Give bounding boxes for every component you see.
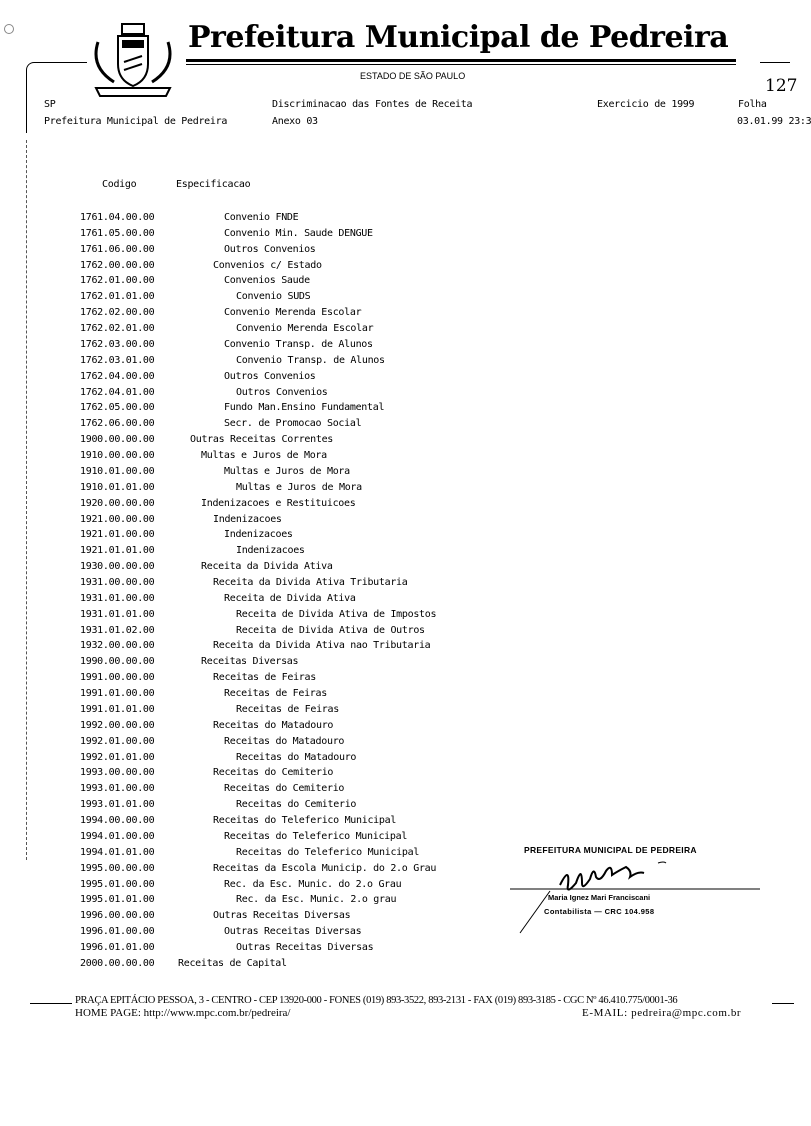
row-code: 1993.01.01.00: [80, 799, 155, 811]
row-specification: Receitas do Teleferico Municipal: [213, 815, 397, 827]
row-specification: Convenio FNDE: [224, 212, 299, 223]
row-specification: Receita de Divida Ativa de Impostos: [236, 608, 437, 620]
signature-stamp: [510, 835, 780, 935]
punch-hole-mark: [4, 24, 14, 34]
row-specification: Receitas do Teleferico Municipal: [224, 830, 408, 842]
footer-rule-left: [30, 1003, 72, 1004]
annex: Anexo 03: [272, 116, 318, 127]
column-header-spec: Especificacao: [176, 179, 251, 190]
row-code: 1762.05.00.00: [80, 402, 155, 414]
row-code: 1762.06.00.00: [80, 418, 155, 430]
row-specification: Outras Receitas Correntes: [190, 434, 334, 446]
report-title: Discriminacao das Fontes de Receita: [272, 99, 473, 110]
row-code: 1761.06.00.00: [80, 243, 155, 255]
row-code: 1921.01.00.00: [80, 529, 155, 541]
row-code: 1762.02.01.00: [80, 323, 155, 335]
row-specification: Indenizacoes e Restituicoes: [201, 497, 356, 509]
row-specification: Receitas do Cemiterio: [236, 799, 357, 811]
row-specification: Receitas do Teleferico Municipal: [236, 846, 420, 858]
footer-homepage: HOME PAGE: http://www.mpc.com.br/pedreira/: [75, 1007, 291, 1019]
row-code: 1931.01.01.00: [80, 608, 155, 620]
exercise-year: Exercicio de 1999: [597, 99, 695, 110]
row-specification: Convenios Saude: [224, 275, 310, 287]
row-specification: Rec. da Esc. Munic. 2.o grau: [236, 894, 397, 906]
row-specification: Receita de Divida Ativa de Outros: [236, 624, 425, 636]
row-specification: Rec. da Esc. Munic. do 2.o Grau: [224, 878, 402, 890]
row-code: 1995.00.00.00: [80, 862, 155, 874]
footer-email: E-MAIL: pedreira@mpc.com.br: [582, 1007, 742, 1019]
row-specification: Convenio Min. Saude DENGUE: [224, 227, 373, 239]
row-specification: Multas e Juros de Mora: [224, 465, 350, 477]
row-specification: Receitas do Matadouro: [224, 735, 345, 747]
row-code: 1762.03.01.00: [80, 354, 155, 366]
row-code: 1920.00.00.00: [80, 497, 155, 509]
row-code: 1930.00.00.00: [80, 561, 155, 573]
sheet-label: Folha: [738, 99, 767, 110]
row-code: 1761.05.00.00: [80, 227, 155, 239]
row-code: 1990.00.00.00: [80, 656, 155, 668]
row-specification: Multas e Juros de Mora: [236, 481, 362, 493]
letterhead-state: ESTADO DE SÃO PAULO: [360, 71, 466, 81]
row-specification: Convenio SUDS: [236, 291, 311, 303]
row-specification: Outros Convenios: [224, 370, 316, 382]
row-specification: Outros Convenios: [224, 243, 316, 255]
column-header-code: Codigo: [102, 179, 137, 190]
row-code: 1995.01.00.00: [80, 878, 155, 890]
title-rule-thin: [186, 64, 736, 65]
row-code: 1762.00.00.00: [80, 259, 155, 271]
row-code: 1761.04.00.00: [80, 212, 155, 223]
row-code: 1993.01.00.00: [80, 783, 155, 795]
row-code: 1931.00.00.00: [80, 577, 155, 588]
row-code: 1931.01.00.00: [80, 592, 155, 604]
row-code: 1996.00.00.00: [80, 910, 155, 922]
row-specification: Outras Receitas Diversas: [236, 942, 374, 954]
row-code: 1921.01.01.00: [80, 545, 155, 557]
row-code: 1991.00.00.00: [80, 672, 155, 684]
row-code: 1992.01.00.00: [80, 735, 155, 747]
letterhead-title: Prefeitura Municipal de Pedreira: [188, 20, 729, 55]
row-specification: Receita da Divida Ativa: [201, 561, 333, 573]
stamp-entity: PREFEITURA MUNICIPAL DE PEDREIRA: [524, 845, 697, 855]
row-code: 1995.01.01.00: [80, 894, 155, 906]
row-specification: Fundo Man.Ensino Fundamental: [224, 402, 385, 414]
row-code: 1921.00.00.00: [80, 513, 155, 525]
row-specification: Convenio Merenda Escolar: [224, 307, 362, 319]
row-code: 1910.01.01.00: [80, 481, 155, 493]
row-specification: Outras Receitas Diversas: [213, 910, 351, 922]
stamp-signer-name: Maria Ignez Mari Franciscani: [548, 893, 651, 902]
row-code: 1910.00.00.00: [80, 450, 155, 462]
row-specification: Multas e Juros de Mora: [201, 450, 327, 462]
municipal-crest-logo: [88, 22, 178, 100]
row-specification: Receitas de Feiras: [213, 672, 316, 684]
row-specification: Receitas do Matadouro: [236, 751, 357, 763]
row-specification: Receitas da Escola Municip. do 2.o Grau: [213, 862, 437, 874]
row-specification: Convenios c/ Estado: [213, 259, 322, 271]
row-specification: Convenio Transp. de Alunos: [236, 354, 385, 366]
row-specification: Receita da Divida Ativa nao Tributaria: [213, 640, 431, 652]
row-specification: Receita de Divida Ativa: [224, 592, 356, 604]
row-code: 1762.01.01.00: [80, 291, 155, 303]
row-code: 1910.01.00.00: [80, 465, 155, 477]
stamp-signer-role: Contabilista — CRC 104.958: [544, 907, 655, 916]
row-code: 1994.01.00.00: [80, 830, 155, 842]
row-specification: Receitas do Cemiterio: [213, 767, 334, 779]
row-specification: Receitas do Cemiterio: [224, 783, 345, 795]
row-code: 1994.01.01.00: [80, 846, 155, 858]
row-code: 1994.00.00.00: [80, 815, 155, 827]
row-code: 1992.01.01.00: [80, 751, 155, 763]
footer-rule-right: [772, 1003, 794, 1004]
row-specification: Secr. de Promocao Social: [224, 418, 362, 430]
row-specification: Receita da Divida Ativa Tributaria: [213, 577, 408, 588]
row-specification: Receitas de Capital: [178, 957, 287, 969]
row-code: 1991.01.01.00: [80, 703, 155, 715]
row-code: 1900.00.00.00: [80, 434, 155, 446]
row-code: 1762.02.00.00: [80, 307, 155, 319]
row-specification: Indenizacoes: [224, 529, 293, 541]
row-code: 1991.01.00.00: [80, 688, 155, 700]
footer-address: PRAÇA EPITÁCIO PESSOA, 3 - CENTRO - CEP 13920-000 - FONES (019) 893-3522, 893-2131 - FAX (019) 893-3185 - CGC Nº 46.410.775/0001-36: [75, 995, 678, 1006]
row-specification: Receitas de Feiras: [236, 703, 339, 715]
row-specification: Receitas de Feiras: [224, 688, 327, 700]
row-code: 1762.03.00.00: [80, 338, 155, 350]
entity-name: Prefeitura Municipal de Pedreira: [44, 116, 228, 127]
header-right-rule: [760, 62, 790, 63]
title-rule: [186, 59, 736, 62]
row-code: 1762.01.00.00: [80, 275, 155, 287]
row-code: 1996.01.01.00: [80, 942, 155, 954]
row-code: 1762.04.00.00: [80, 370, 155, 382]
row-specification: Outras Receitas Diversas: [224, 926, 362, 938]
row-code: 1931.01.02.00: [80, 624, 155, 636]
row-specification: Convenio Merenda Escolar: [236, 323, 374, 335]
row-code: 1993.00.00.00: [80, 767, 155, 779]
row-specification: Outros Convenios: [236, 386, 328, 398]
row-code: 1762.04.01.00: [80, 386, 155, 398]
row-specification: Convenio Transp. de Alunos: [224, 338, 373, 350]
state-code: SP: [44, 99, 56, 110]
row-specification: Indenizacoes: [213, 513, 282, 525]
page-number: 127: [765, 76, 798, 96]
report-datetime: 03.01.99 23:3: [737, 116, 811, 127]
row-code: 1996.01.00.00: [80, 926, 155, 938]
row-code: 2000.00.00.00: [80, 957, 155, 969]
margin-line: [26, 140, 28, 860]
row-specification: Receitas do Matadouro: [213, 719, 334, 731]
row-code: 1932.00.00.00: [80, 640, 155, 652]
row-specification: Indenizacoes: [236, 545, 305, 557]
row-specification: Receitas Diversas: [201, 656, 299, 668]
row-code: 1992.00.00.00: [80, 719, 155, 731]
